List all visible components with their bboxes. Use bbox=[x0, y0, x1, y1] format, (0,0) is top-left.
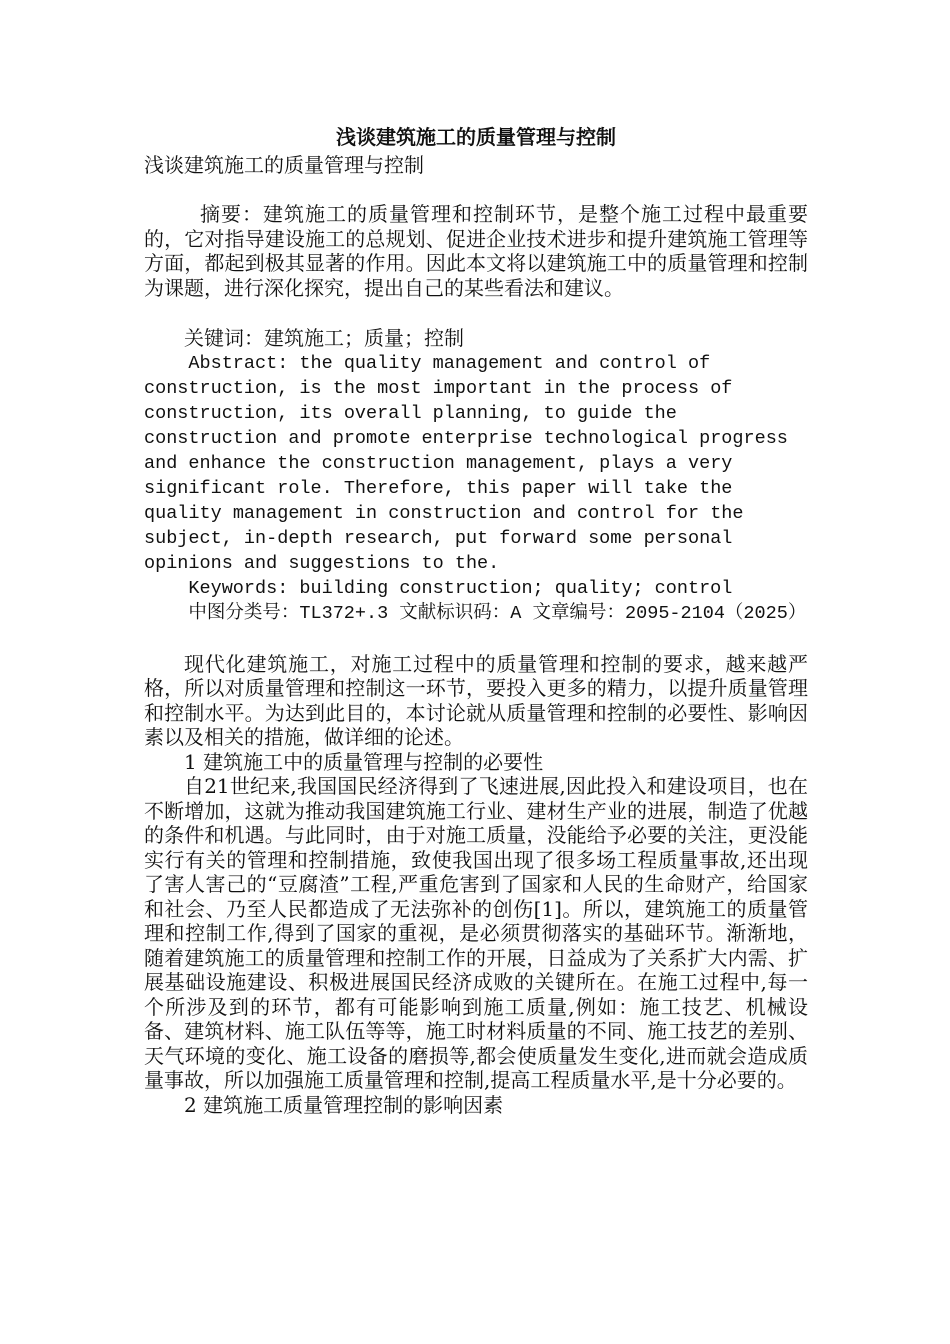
section-1-heading: 1 建筑施工中的质量管理与控制的必要性 bbox=[184, 749, 544, 774]
document-title: 浅谈建筑施工的质量管理与控制 bbox=[336, 125, 616, 149]
intro-paragraph: 现代化建筑施工，对施工过程中的质量管理和控制的要求，越来越严格，所以对质量管理和控制这一环节，要投入更多的精力，以提升质量管理和控制水平。为达到此目的，本讨论就从质量管理和控制的必要性、影响因素以及相关的措施，做详细的论述。 bbox=[144, 651, 808, 749]
section-1-body: 自21世纪来,我国国民经济得到了飞速进展,因此投入和建设项目，也在不断增加，这就为推动我国建筑施工行业、建材生产业的进展，制造了优越的条件和机遇。与此同时，由于对施工质量，没能给予必要的关注，更没能实行有关的管理和控制措施，致使我国出现了很多场工程质量事故,还出现了害人害己的“豆腐渣”工程,严重危害到了国家和人民的生命财产，给国家和社会、乃至人民都造成了无法弥补的创伤[1]。所以，建筑施工的质量管理和控制工作,得到了国家的重视，是必须贯彻落实的基础环节。渐渐地，随着建筑施工的质量管理和控制工作的开展，日益成为了关系扩大内需、扩展基础设施建设、积极进展国民经济成败的关键所在。在施工过程中,每一个所涉及到的环节，都有可能影响到施工质量,例如：施工技艺、机械设备、建筑材料、施工队伍等等，施工时材料质量的不同、施工技艺的差别、天气环境的变化、施工设备的磨损等,都会使质量发生变化,进而就会造成质量事故，所以加强施工质量管理和控制,提高工程质量水平,是十分必要的。 bbox=[144, 774, 808, 1092]
document-body bbox=[144, 122, 808, 1117]
document-subtitle: 浅谈建筑施工的质量管理与控制 bbox=[144, 153, 424, 177]
section-2-heading: 2 建筑施工质量管理控制的影响因素 bbox=[184, 1092, 504, 1117]
abstract-english: Abstract: the quality management and control of construction, is the most important in the process of construction, its overall planning, to guide the construction and promote enterprise technological progress and enhance the construction management, plays a very significant role. Therefore, this paper will take the quality management in construction and control for the subject, in-depth research, put forward some personal opinions and suggestions to the. bbox=[144, 352, 788, 574]
abstract-chinese: 摘要：建筑施工的质量管理和控制环节，是整个施工过程中最重要的，它对指导建设施工的总规划、促进企业技术进步和提升建筑施工管理等方面，都起到极其显著的作用。因此本文将以建筑施工中的质量管理和控制为课题，进行深化探究，提出自己的某些看法和建议。 bbox=[144, 202, 808, 300]
keywords-english: Keywords: building construction; quality; control bbox=[188, 577, 733, 599]
keywords-chinese: 关键词：建筑施工；质量；控制 bbox=[184, 326, 464, 350]
classification-line: 中图分类号：TL372+.3 文献标识码：A 文章编号：2095-2104（2025） bbox=[188, 602, 807, 624]
